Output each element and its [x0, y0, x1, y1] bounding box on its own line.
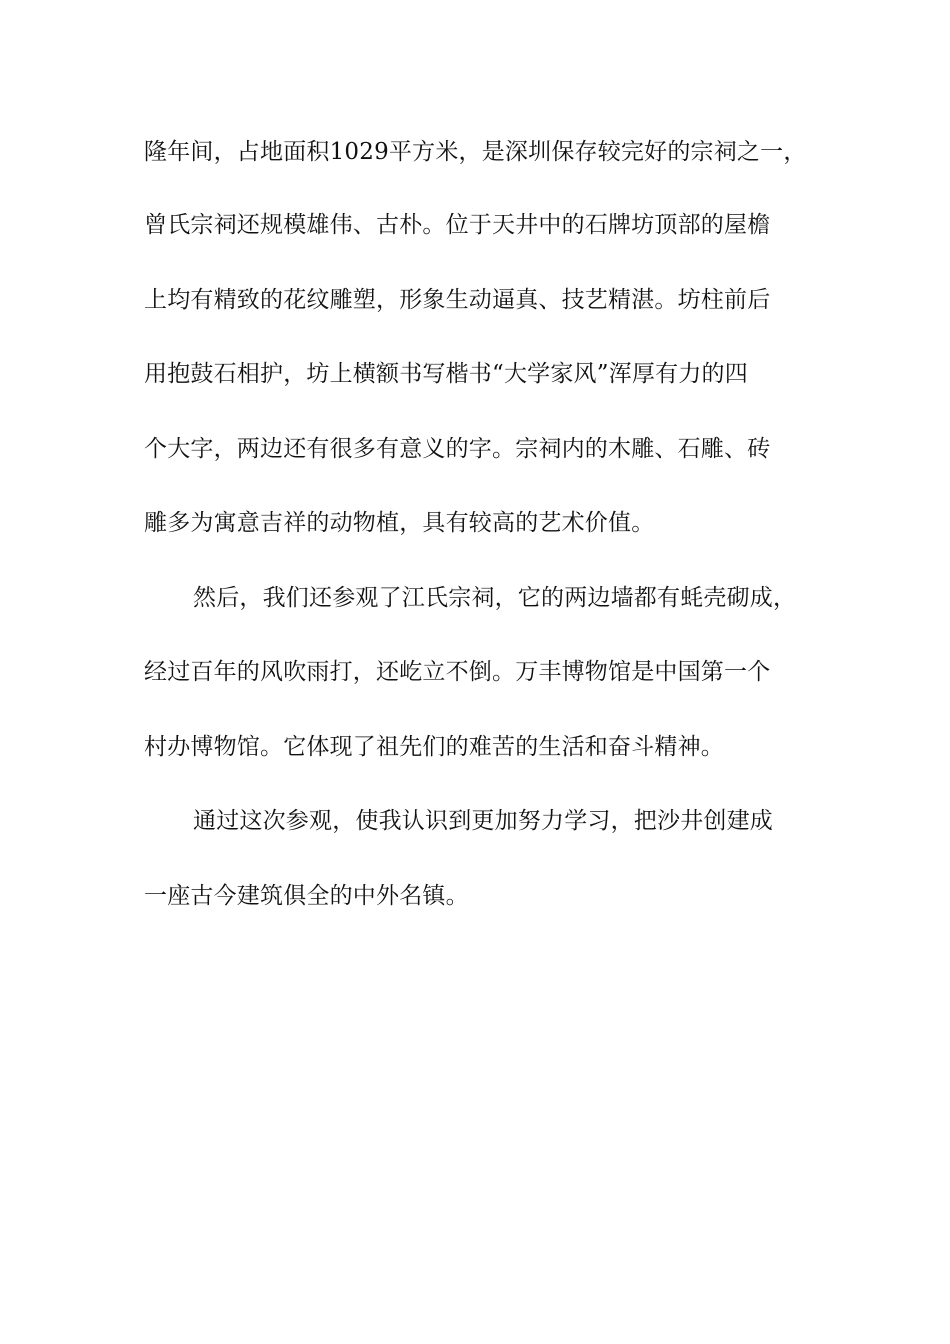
text-line: 一座古今建筑俱全的中外名镇。	[144, 883, 469, 909]
text-line: 隆年间，占地面积1029平方米，是深圳保存较完好的宗祠之一，	[144, 139, 807, 165]
text-line: 用抱鼓石相护，坊上横额书写楷书“大学家风”浑厚有力的四	[144, 361, 748, 387]
text-line: 曾氏宗祠还规模雄伟、古朴。位于天井中的石牌坊顶部的屋檐	[144, 212, 771, 238]
text-line: 经过百年的风吹雨打，还屹立不倒。万丰博物馆是中国第一个	[144, 659, 771, 685]
text-line: 雕多为寓意吉祥的动物植，具有较高的艺术价值。	[144, 510, 655, 536]
paragraph-first-line: 通过这次参观，使我认识到更加努力学习，把沙井创建成	[193, 808, 773, 834]
text-line: 个大字，两边还有很多有意义的字。宗祠内的木雕、石雕、砖	[144, 436, 771, 462]
text-line: 村办博物馆。它体现了祖先们的难苦的生活和奋斗精神。	[144, 734, 724, 760]
paragraph-first-line: 然后，我们还参观了江氏宗祠，它的两边墙都有蚝壳砌成，	[193, 585, 797, 611]
text-line: 上均有精致的花纹雕塑，形象生动逼真、技艺精湛。坊柱前后	[144, 287, 771, 313]
